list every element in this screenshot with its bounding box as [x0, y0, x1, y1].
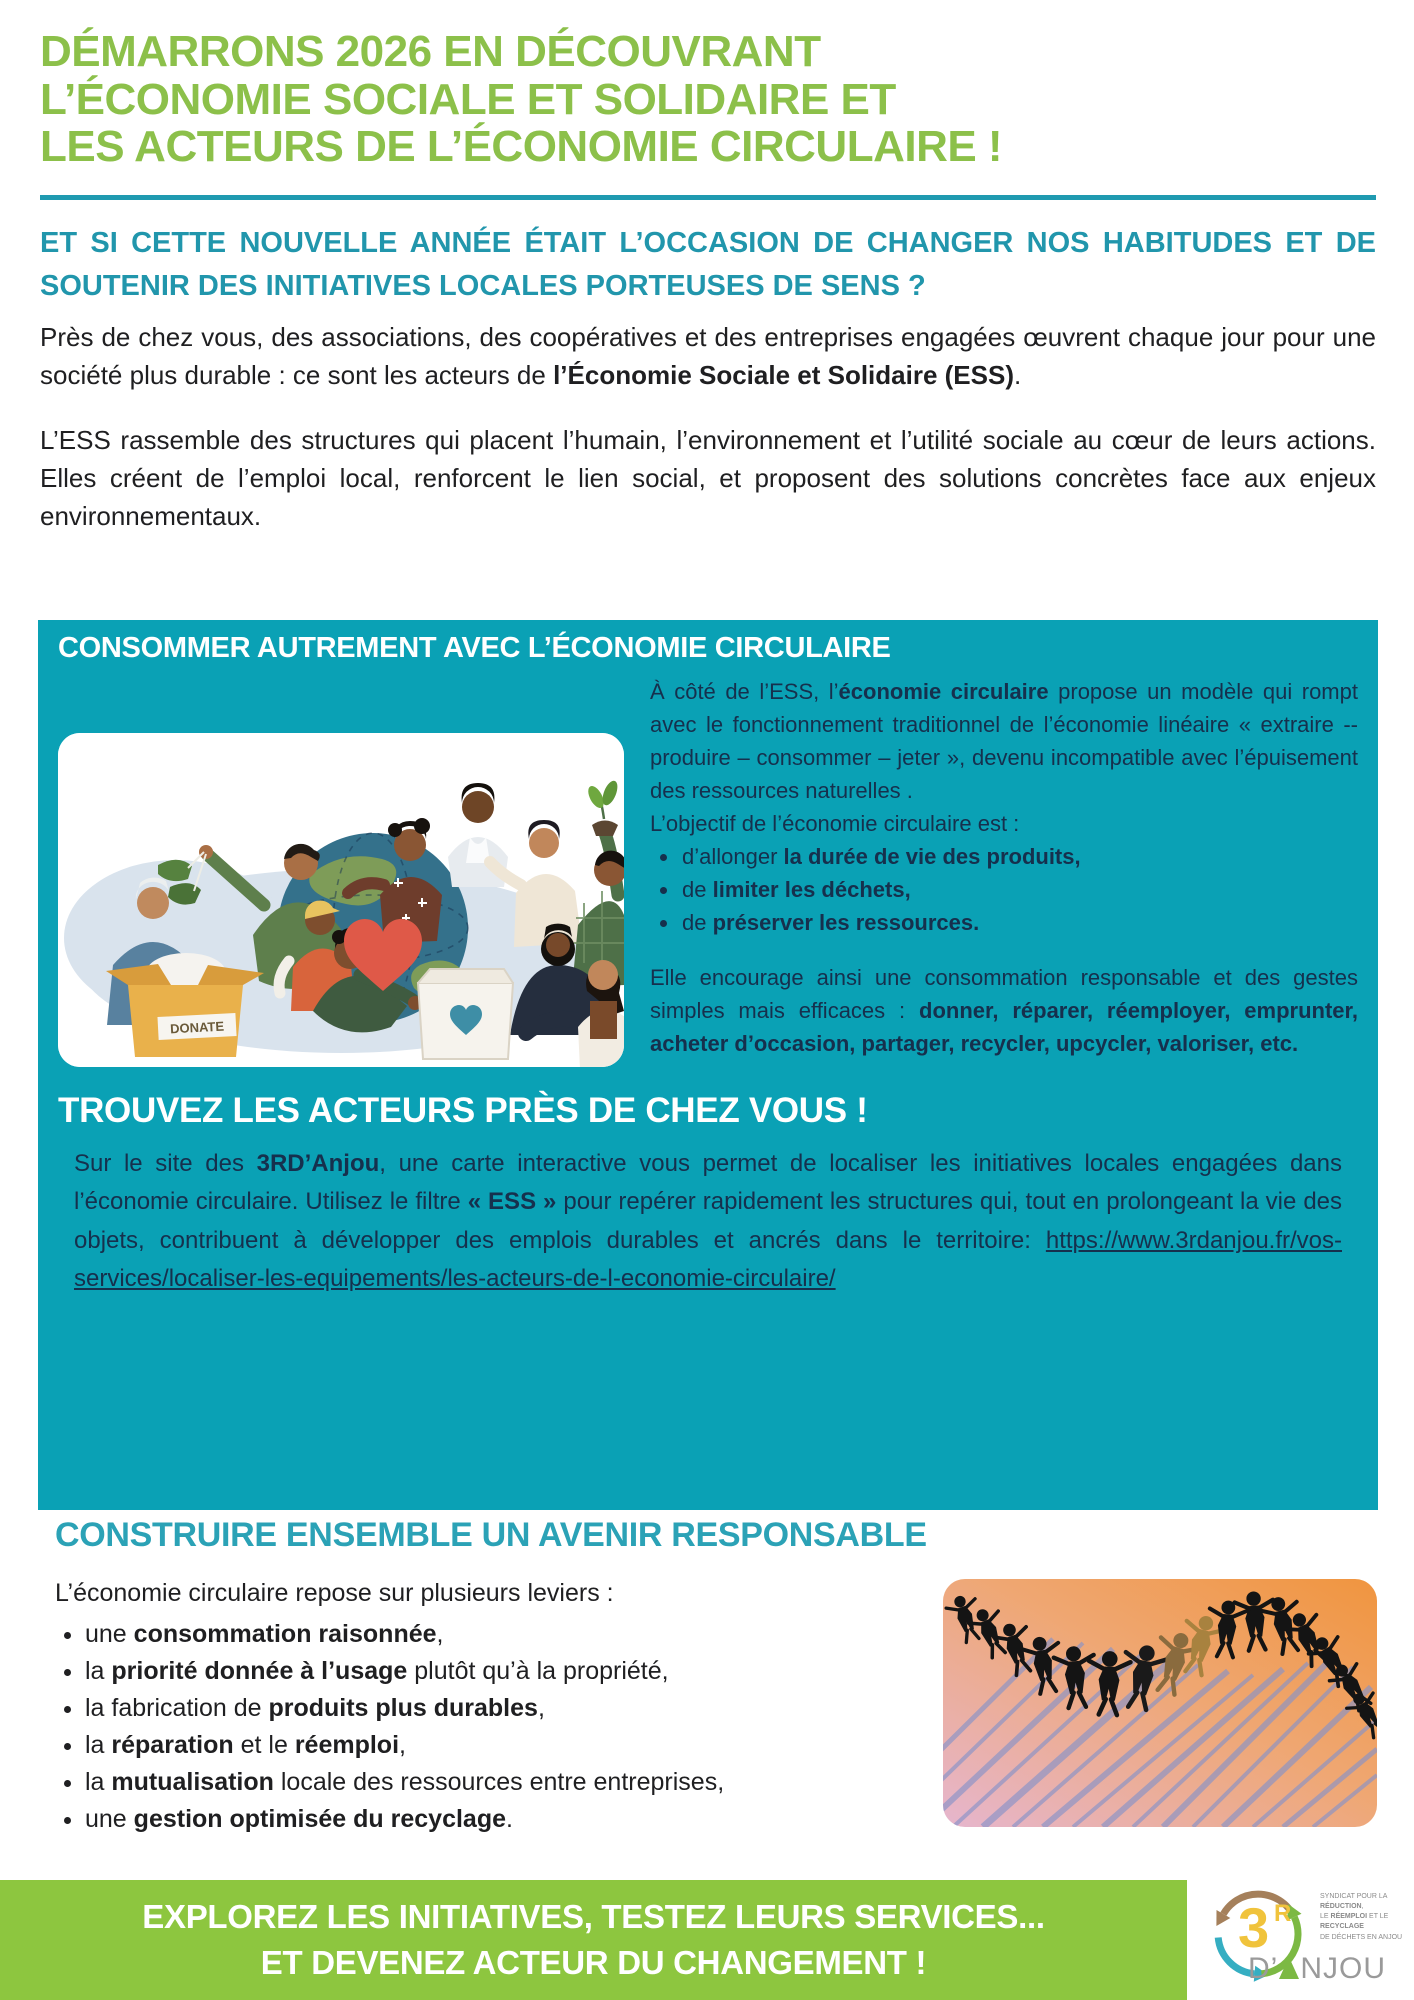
3r-anjou-logo: [1204, 1876, 1410, 1998]
section-heading-construire: CONSTRUIRE ENSEMBLE UN AVENIR RESPONSABLE: [55, 1516, 927, 1554]
letter-a-triangle-icon: [1279, 1957, 1299, 1979]
list-item: • de préserver les ressources.: [680, 906, 1358, 939]
logo-number-3: 3: [1238, 1896, 1270, 1959]
list-item: • une gestion optimisée du recyclage.: [85, 1801, 915, 1838]
community-illustration-card: [58, 733, 624, 1067]
section-heading-consommer: CONSOMMER AUTREMENT AVEC L’ÉCONOMIE CIRCULAIRE: [58, 632, 891, 664]
paper-people-photo: [943, 1579, 1377, 1827]
body-paragraph: À côté de l’ESS, l’économie circulaire propose un modèle qui rompt avec le fonctionnement traditionnel de l’économie linéaire « extraire -- produire – consommer – jeter », devenu incompatible avec l’épuisement des ressources naturelles .: [650, 679, 1358, 803]
objectives-intro: L’objectif de l’économie circulaire est :: [650, 811, 1020, 836]
list-item: • la mutualisation locale des ressources entre entreprises,: [85, 1764, 915, 1801]
title-divider: [40, 195, 1376, 200]
title-line: LES ACTEURS DE L’ÉCONOMIE CIRCULAIRE !: [40, 122, 1003, 172]
logo-tagline: SYNDICAT POUR LA RÉDUCTION, LE RÉEMPLOI ET LE RECYCLAGE DE DÉCHETS EN ANJOU: [1320, 1893, 1403, 1941]
footer-line: EXPLOREZ LES INITIATIVES, TESTEZ LEURS SERVICES...: [142, 1898, 1045, 1935]
construire-section: [0, 1516, 1414, 1838]
section-heading-trouvez: TROUVEZ LES ACTEURS PRÈS DE CHEZ VOUS !: [58, 1091, 868, 1130]
intro-paragraph: Près de chez vous, des associations, des coopératives et des entreprises engagées œuvrent chaque jour pour une société plus durable : ce sont les acteurs de l’Économie Sociale et Solidaire (ESS).: [40, 321, 1376, 390]
header-section: [40, 28, 1376, 562]
two-column-row: [58, 675, 1358, 1067]
paper-people-illustration: [943, 1579, 1377, 1827]
footer-banner: [0, 1880, 1187, 2000]
body-paragraph: Elle encourage ainsi une consommation responsable et des gestes simples mais efficaces : donner, réparer, réemployer, emprunter, acheter d’occasion, partager, recycler, upcycler, valoriser, etc.: [650, 965, 1358, 1056]
ess-community-illustration: [58, 733, 624, 1067]
list-item: • une consommation raisonnée,: [85, 1616, 915, 1653]
list-item: • la priorité donnée à l’usage plutôt qu’à la propriété,: [85, 1653, 915, 1690]
levers-intro: L’économie circulaire repose sur plusieurs leviers :: [55, 1579, 614, 1607]
page-title: [40, 28, 1376, 171]
list-item: • de limiter les déchets,: [680, 873, 1358, 906]
donate-label: DONATE: [169, 1018, 225, 1037]
logo-letter-r: R: [1274, 1900, 1292, 1927]
list-item: • la fabrication de produits plus durables,: [85, 1690, 915, 1727]
title-line: DÉMARRONS 2026 EN DÉCOUVRANT: [40, 27, 821, 76]
gift-box: [418, 969, 513, 1059]
trouvez-paragraph: Sur le site des 3RD’Anjou, une carte interactive vous permet de localiser les initiatives locales engagées dans l’économie circulaire. Utilisez le filtre « ESS » pour repérer rapidement les structures qui, tout en prolongeant la vie des objets, contribuent à développer des emplois durables et ancrés dans le territoire: https://www.3rdanjou.fr/vos-services/localiser-les-equipements/les-acteurs-de-l-economie-circulaire/: [74, 1150, 1343, 1293]
title-line: L’ÉCONOMIE SOCIALE ET SOLIDAIRE ET: [40, 74, 896, 124]
website-link[interactable]: https://www.3rdanjou.fr/vos-services/localiser-les-equipements/les-acteurs-de-l-economie-circulaire/: [74, 1226, 1342, 1293]
objectives-list: [650, 840, 1358, 939]
list-item: • la réparation et le réemploi,: [85, 1727, 915, 1764]
subtitle: ET SI CETTE NOUVELLE ANNÉE ÉTAIT L’OCCASION DE CHANGER NOS HABITUDES ET DE SOUTENIR DES INITIATIVES LOCALES PORTEUSES DE SENS ?: [40, 226, 1376, 303]
circular-economy-text-column: [650, 675, 1358, 1060]
bottom-row: [55, 1575, 1378, 1838]
levers-column: [55, 1575, 915, 1838]
levers-list: [55, 1616, 915, 1838]
logo-wordmark: D’ NJOU: [1248, 1952, 1387, 1985]
circular-economy-section: [38, 620, 1378, 1510]
intro-paragraph: L’ESS rassemble des structures qui placent l’humain, l’environnement et l’utilité sociale au cœur de leurs actions. Elles créent de l’emploi local, renforcent le lien social, et proposent des solutions concrètes face aux enjeux environnementaux.: [40, 425, 1376, 532]
footer-line: ET DEVENEZ ACTEUR DU CHANGEMENT !: [260, 1944, 927, 1981]
list-item: • d’allonger la durée de vie des produits,: [680, 840, 1358, 873]
